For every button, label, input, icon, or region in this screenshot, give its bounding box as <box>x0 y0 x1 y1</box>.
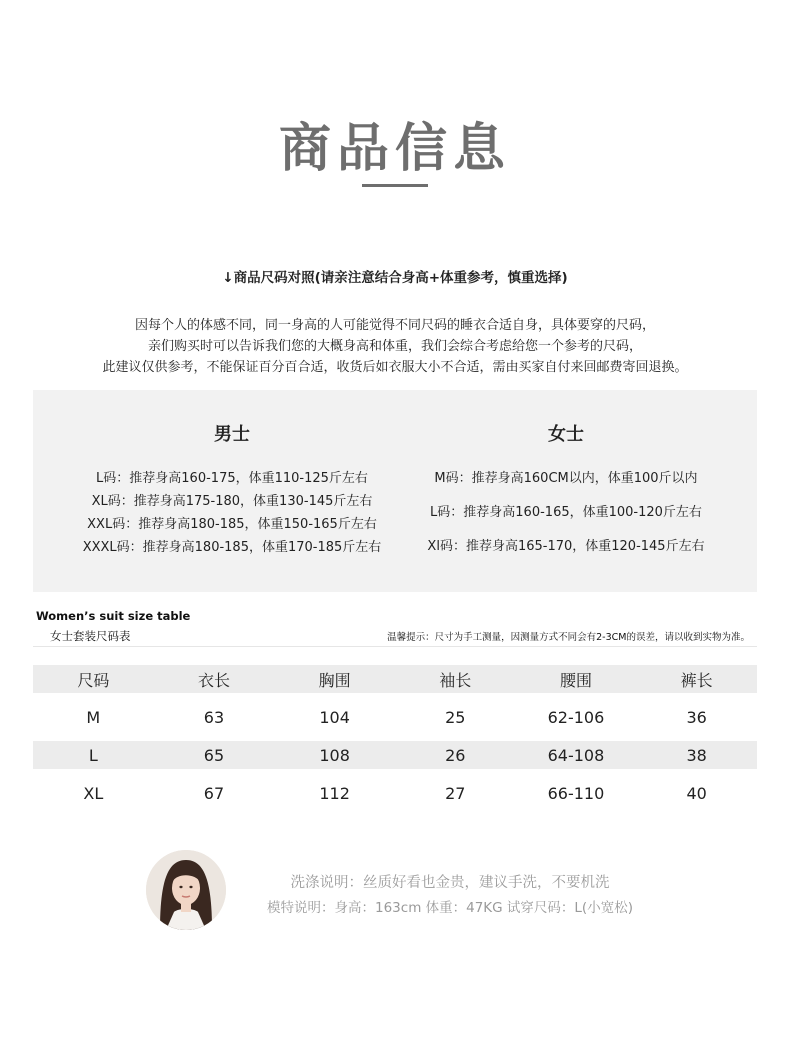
table-cell: 26 <box>395 741 516 769</box>
men-size-line: XXXL码：推荐身高180-185，体重170-185斤左右 <box>82 540 382 555</box>
table-cell: 66-110 <box>547 783 605 803</box>
table-cell: M <box>86 707 101 727</box>
women-size-line: Xl码：推荐身高165-170，体重120-145斤左右 <box>427 539 705 554</box>
table-cell: 64-108 <box>516 741 637 769</box>
women-size-line: M码：推荐身高160CM以内，体重100斤以内 <box>434 471 698 486</box>
title-underline <box>362 184 428 187</box>
men-size-line: XL码：推荐身高175-180，体重130-145斤左右 <box>91 494 373 509</box>
table-row <box>33 769 757 817</box>
model-avatar <box>146 850 226 930</box>
table-header-row <box>33 665 757 693</box>
men-heading: 男士 <box>214 424 250 445</box>
size-table-title-en: Women’s suit size table <box>36 609 191 623</box>
size-table-title-cn: 女士套装尺码表 <box>50 629 131 643</box>
washing-instructions: 洗涤说明：丝质好看也金贵，建议手洗，不要机洗 <box>290 875 610 891</box>
model-info: 模特说明：身高：163cm 体重：47KG 试穿尺码：L(小宽松) <box>267 900 633 916</box>
column-header: 袖长 <box>395 665 516 693</box>
table-cell: 104 <box>319 707 350 727</box>
table-cell: 63 <box>203 707 225 727</box>
column-header: 衣长 <box>154 665 275 693</box>
size-guide-subtitle: ↓商品尺码对照(请亲注意结合身高+体重参考，慎重选择) <box>222 270 568 286</box>
intro-line-2: 亲们购买时可以告诉我们您的大概身高和体重，我们会综合考虑给您一个参考的尺码， <box>147 339 642 354</box>
size-table <box>33 665 757 817</box>
table-cell: 25 <box>445 707 466 727</box>
page-title: 商品信息 <box>278 119 511 179</box>
table-cell: XL <box>83 783 104 803</box>
measurement-tip: 温馨提示：尺寸为手工测量，因测量方式不同会有2-3CM的误差，请以收到实物为准。 <box>387 632 750 643</box>
table-cell: 40 <box>686 783 707 803</box>
intro-line-3: 此建议仅供参考，不能保证百分百合适，收货后如衣服大小不合适，需由买家自付来回邮费寄回退换。 <box>102 360 688 375</box>
table-cell: 38 <box>636 741 757 769</box>
table-cell: 112 <box>319 783 350 803</box>
table-cell: L <box>33 741 154 769</box>
men-size-line: XXL码：推荐身高180-185，体重150-165斤左右 <box>87 517 377 532</box>
intro-line-1: 因每个人的体感不同，同一身高的人可能觉得不同尺码的睡衣合适自身，具体要穿的尺码， <box>134 318 655 333</box>
table-row <box>33 741 757 769</box>
table-row <box>33 693 757 741</box>
women-size-line: L码：推荐身高160-165，体重100-120斤左右 <box>430 505 702 520</box>
column-header: 尺码 <box>33 665 154 693</box>
table-cell: 62-106 <box>547 707 605 727</box>
women-heading: 女士 <box>548 424 584 445</box>
model-portrait-icon <box>146 850 226 930</box>
divider <box>33 646 757 647</box>
column-header: 腰围 <box>516 665 637 693</box>
table-cell: 36 <box>686 707 707 727</box>
table-cell: 65 <box>154 741 275 769</box>
table-cell: 67 <box>203 783 225 803</box>
column-header: 胸围 <box>274 665 395 693</box>
table-cell: 27 <box>445 783 466 803</box>
table-cell: 108 <box>274 741 395 769</box>
column-header: 裤长 <box>636 665 757 693</box>
men-size-line: L码：推荐身高160-175，体重110-125斤左右 <box>96 471 368 486</box>
